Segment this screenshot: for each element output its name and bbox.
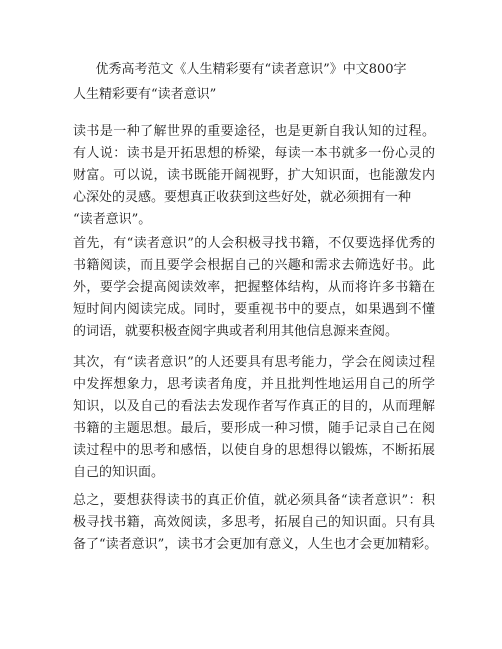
- paragraph-line: 极寻找书籍，高效阅读，多思考，拓展自己的知识面。只有具: [73, 515, 435, 530]
- paragraph-2: [73, 233, 435, 343]
- paragraph-line: “读者意识”。: [73, 212, 152, 227]
- paragraph-line: 书籍阅读，而且要学会根据自己的兴趣和需求去筛选好书。此: [73, 258, 435, 273]
- document-title: 优秀高考范文《人生精彩要有“读者意识”》中文800字: [95, 62, 407, 77]
- paragraph-line: 读书是一种了解世界的重要途径，也是更新自我认知的过程。: [73, 124, 435, 139]
- paragraph-line: 有人说：读书是开拓思想的桥梁，每读一本书就多一份心灵的: [73, 146, 435, 161]
- paragraph-line: 的词语，就要积极查阅字典或者利用其他信息源来查阅。: [73, 324, 399, 339]
- paragraph-line: 中发挥想象力，思考读者角度，并且批判性地运用自己的所学: [73, 377, 435, 392]
- essay-subtitle: 人生精彩要有“读者意识”: [73, 87, 217, 102]
- paragraph-line: 书籍的主题思想。最后，要形成一种习惯，随手记录自己在阅: [73, 421, 435, 436]
- paragraph-line: 备了“读者意识”，读书才会更加有意义，人生也才会更加精彩。: [73, 537, 438, 552]
- paragraph-line: 外，要学会提高阅读效率，把握整体结构，从而将许多书籍在: [73, 280, 435, 295]
- paragraph-line: 知识，以及自己的看法去发现作者写作真正的目的，从而理解: [73, 399, 435, 414]
- paragraph-4: [73, 490, 438, 556]
- paragraph-line: 其次，有“读者意识”的人还要具有思考能力，学会在阅读过程: [73, 355, 435, 370]
- paragraph-line: 首先，有“读者意识”的人会积极寻找书籍，不仅要选择优秀的: [73, 236, 435, 251]
- paragraph-1: [73, 121, 435, 231]
- paragraph-line: 财富。可以说，读书既能开阔视野，扩大知识面，也能激发内: [73, 168, 435, 183]
- paragraph-line: 短时间内阅读完成。同时，要重视书中的要点，如果遇到不懂: [73, 302, 435, 317]
- paragraph-3: [73, 352, 435, 484]
- paragraph-line: 心深处的灵感。要想真正收获到这些好处，就必须拥有一种: [73, 190, 412, 205]
- paragraph-line: 总之，要想获得读书的真正价值，就必须具备“读者意识”：积: [73, 493, 435, 508]
- paragraph-line: 自己的知识面。: [73, 465, 165, 480]
- paragraph-line: 读过程中的思考和感悟，以使自身的思想得以锻炼，不断拓展: [73, 443, 435, 458]
